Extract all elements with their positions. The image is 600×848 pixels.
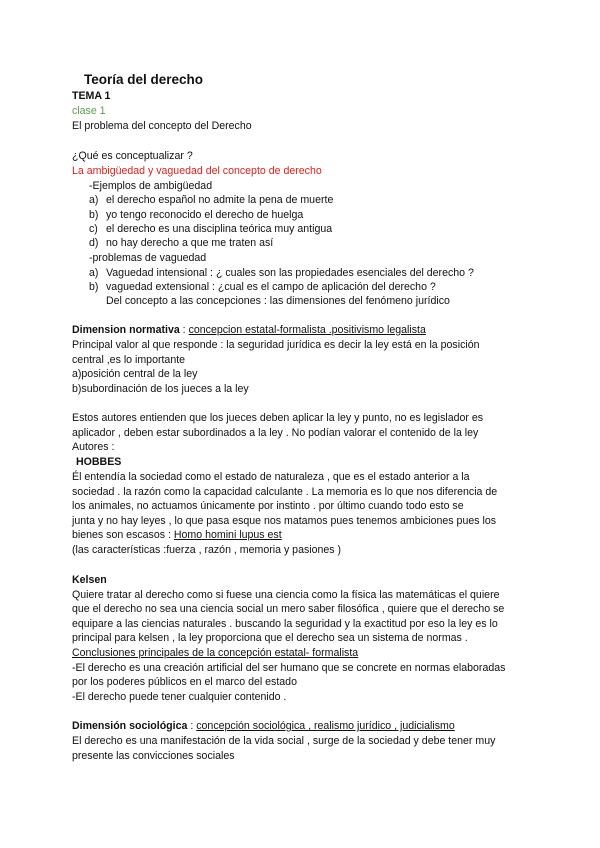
paragraph-line: sociedad . la razón como la capacidad calculante . La memoria es lo que nos diferencia de xyxy=(72,486,498,498)
list-marker: a) xyxy=(89,194,99,206)
hobbes-heading: HOBBES xyxy=(76,456,122,468)
list-marker: c) xyxy=(89,223,98,235)
paragraph-line: junta y no hay leyes , lo que pasa esque nos matamos pues tenemos ambiciones pues los xyxy=(72,515,497,527)
paragraph-line: que el derecho no sea una ciencia social un mero saber filosófica , quiere que el derecho se xyxy=(72,603,505,615)
conclusions-heading: Conclusiones principales de la concepción estatal- formalista xyxy=(72,647,359,659)
tema-heading: TEMA 1 xyxy=(72,90,111,102)
list-item xyxy=(89,208,303,222)
paragraph-line: Estos autores entienden que los jueces deben aplicar la ley y punto, no es legislador es xyxy=(72,412,484,424)
hobbes-traits: (las características :fuerza , razón , memoria y pasiones ) xyxy=(72,544,342,556)
question: ¿Qué es conceptualizar ? xyxy=(72,150,193,162)
list-marker: b) xyxy=(89,281,99,293)
hobbes-last-prefix: bienes son escasos : xyxy=(72,529,174,541)
concepts-note: Del concepto a las concepciones : las dimensiones del fenómeno jurídico xyxy=(106,295,450,307)
separator: : xyxy=(179,324,189,336)
paragraph-line: principal para kelsen , la ley proporciona que el derecho sea un sistema de normas . xyxy=(72,632,468,644)
paragraph-line: Quiere tratar al derecho como si fuese una ciencia como la física las matemáticas el quiere xyxy=(72,589,500,601)
list-marker: d) xyxy=(89,237,99,249)
sociologica-label: Dimensión sociológica xyxy=(72,720,188,732)
list-item xyxy=(89,236,273,250)
paragraph-line: los animales, no actuamos únicamente por instinto . por último cuando todo esto se xyxy=(72,500,464,512)
paragraph-line: aplicador , deben estar subordinados a la ley . No podían valorar el contenido de la ley xyxy=(72,427,479,439)
document-title: Teoría del derecho xyxy=(84,72,204,87)
ambiguity-examples-heading: -Ejemplos de ambigüedad xyxy=(89,180,213,192)
subtitle: El problema del concepto del Derecho xyxy=(72,120,252,132)
paragraph-line: El derecho es una manifestación de la vida social , surge de la sociedad y debe tener muy xyxy=(72,735,496,747)
paragraph-line: a)posición central de la ley xyxy=(72,368,198,380)
list-marker: a) xyxy=(89,267,99,279)
paragraph-line xyxy=(72,528,282,542)
list-marker: b) xyxy=(89,209,99,221)
list-text: el derecho español no admite la pena de muerte xyxy=(106,194,334,206)
normativa-concept: concepcion estatal-formalista .positivismo legalista xyxy=(188,324,426,336)
normativa-label: Dimension normativa xyxy=(72,324,180,336)
paragraph-line: central ,es lo importante xyxy=(72,354,186,366)
paragraph-line: presente las convicciones sociales xyxy=(72,750,235,762)
kelsen-heading: Kelsen xyxy=(72,574,107,586)
list-text: vaguedad extensional : ¿cual es el campo de aplicación del derecho ? xyxy=(106,281,436,293)
list-text: yo tengo reconocido el derecho de huelga xyxy=(106,209,304,221)
separator: : xyxy=(187,720,197,732)
paragraph-line: Él entendía la sociedad como el estado de naturaleza , que es el estado anterior a la xyxy=(72,471,470,483)
list-item xyxy=(89,280,436,294)
sociologica-heading-line xyxy=(72,719,455,733)
list-item xyxy=(89,222,332,236)
list-text: el derecho es una disciplina teórica muy antigua xyxy=(106,223,333,235)
paragraph-line: -El derecho es una creación artificial del ser humano que se concrete en normas elaboradas xyxy=(72,662,506,674)
paragraph-line: Autores : xyxy=(72,441,115,453)
vagueness-heading: -problemas de vaguedad xyxy=(89,252,207,264)
paragraph-line: b)subordinación de los jueces a la ley xyxy=(72,383,249,395)
paragraph-line: equipare a las ciencias naturales . buscando la seguridad y la exactitud por eso la ley es lo xyxy=(72,618,498,630)
paragraph-line: por los poderes públicos en el marco del estado xyxy=(72,676,297,688)
paragraph-line: -El derecho puede tener cualquier contenido . xyxy=(72,691,287,703)
list-text: no hay derecho a que me traten así xyxy=(106,237,274,249)
ambiguity-heading: La ambigüedad y vaguedad del concepto de derecho xyxy=(72,165,322,177)
paragraph-line: Principal valor al que responde : la seguridad jurídica es decir la ley está en la posición xyxy=(72,339,480,351)
sociologica-concept: concepción sociológica , realismo jurídico , judicialismo xyxy=(196,720,455,732)
list-item xyxy=(89,193,333,207)
hobbes-quote: Homo homini lupus est xyxy=(173,529,282,541)
normativa-heading-line xyxy=(72,323,426,337)
list-text: Vaguedad intensional : ¿ cuales son las propiedades esenciales del derecho ? xyxy=(106,267,474,279)
list-item xyxy=(89,266,474,280)
clase-label: clase 1 xyxy=(72,105,106,117)
